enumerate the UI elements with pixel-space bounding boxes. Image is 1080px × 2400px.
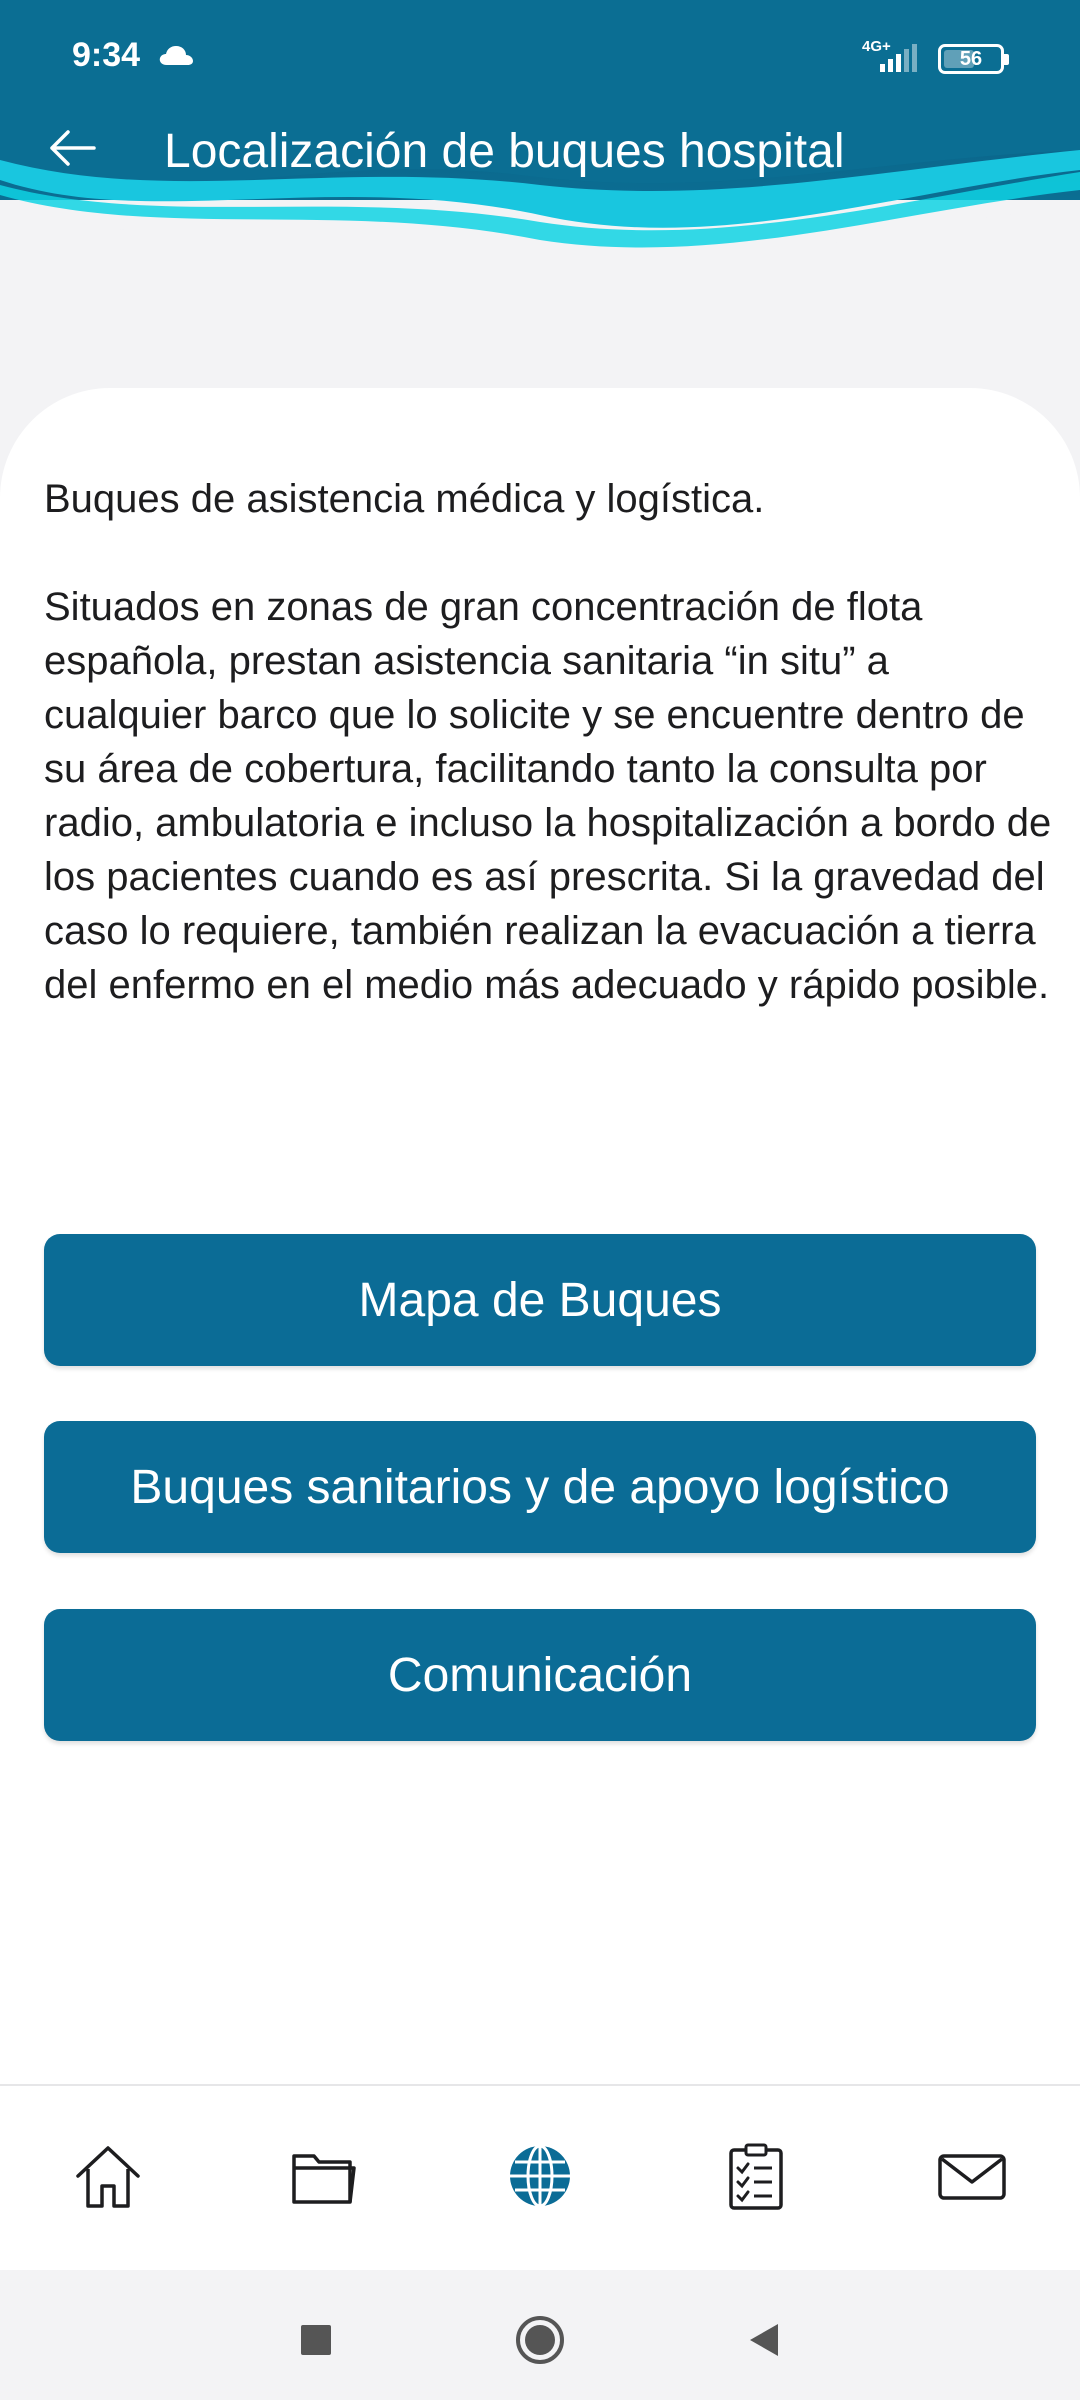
status-time: 9:34 xyxy=(72,36,141,74)
page-title: Localización de buques hospital xyxy=(164,125,845,178)
home-system-button[interactable] xyxy=(510,2310,570,2370)
battery-icon xyxy=(938,44,1004,74)
nav-item-globe[interactable] xyxy=(500,2136,580,2216)
recents-button[interactable] xyxy=(286,2310,346,2370)
mail-icon xyxy=(932,2136,1012,2216)
description-body: Situados en zonas de gran concentración de flota española, prestan asistencia sanitaria “in situ” a cualquier barco que lo solicite y se encuentre dentro de su área de cobertura, facilitando tanto la consulta por radio, ambulatoria e incluso la hospitalización a bordo de los pacientes cuando es así prescrita. Si la gravedad del caso lo requiere, también realizan la evacuación a tierra del enfermo en el medio más adecuado y rápido posible. xyxy=(44,585,1052,1007)
bottom-nav xyxy=(0,2084,1080,2270)
signal-icon xyxy=(878,44,924,74)
recents-square-icon xyxy=(286,2310,346,2370)
nav-item-home[interactable] xyxy=(68,2136,148,2216)
globe-icon xyxy=(500,2136,580,2216)
ship-map-button[interactable]: Mapa de Buques xyxy=(44,1234,1036,1366)
status-bar xyxy=(0,0,1080,90)
description-intro: Buques de asistencia médica y logística. xyxy=(44,477,765,521)
back-triangle-icon xyxy=(734,2310,794,2370)
back-button[interactable] xyxy=(38,118,108,178)
communication-button[interactable]: Comunicación xyxy=(44,1609,1036,1741)
nav-item-checklist[interactable] xyxy=(716,2136,796,2216)
description xyxy=(44,472,1054,1012)
battery-level: 56 xyxy=(959,48,983,70)
arrow-left-icon xyxy=(38,118,108,178)
home-circle-icon xyxy=(510,2310,570,2370)
nav-item-folder[interactable] xyxy=(284,2136,364,2216)
nav-item-mail[interactable] xyxy=(932,2136,1012,2216)
network-type: 4G+ xyxy=(862,38,891,55)
folder-icon xyxy=(284,2136,364,2216)
home-icon xyxy=(68,2136,148,2216)
clipboard-checklist-icon xyxy=(716,2136,796,2216)
system-nav-bar xyxy=(0,2270,1080,2400)
app-header xyxy=(0,0,1080,270)
sanitary-logistic-ships-button[interactable]: Buques sanitarios y de apoyo logístico xyxy=(44,1421,1036,1553)
cloud-icon xyxy=(158,44,194,66)
back-system-button[interactable] xyxy=(734,2310,794,2370)
